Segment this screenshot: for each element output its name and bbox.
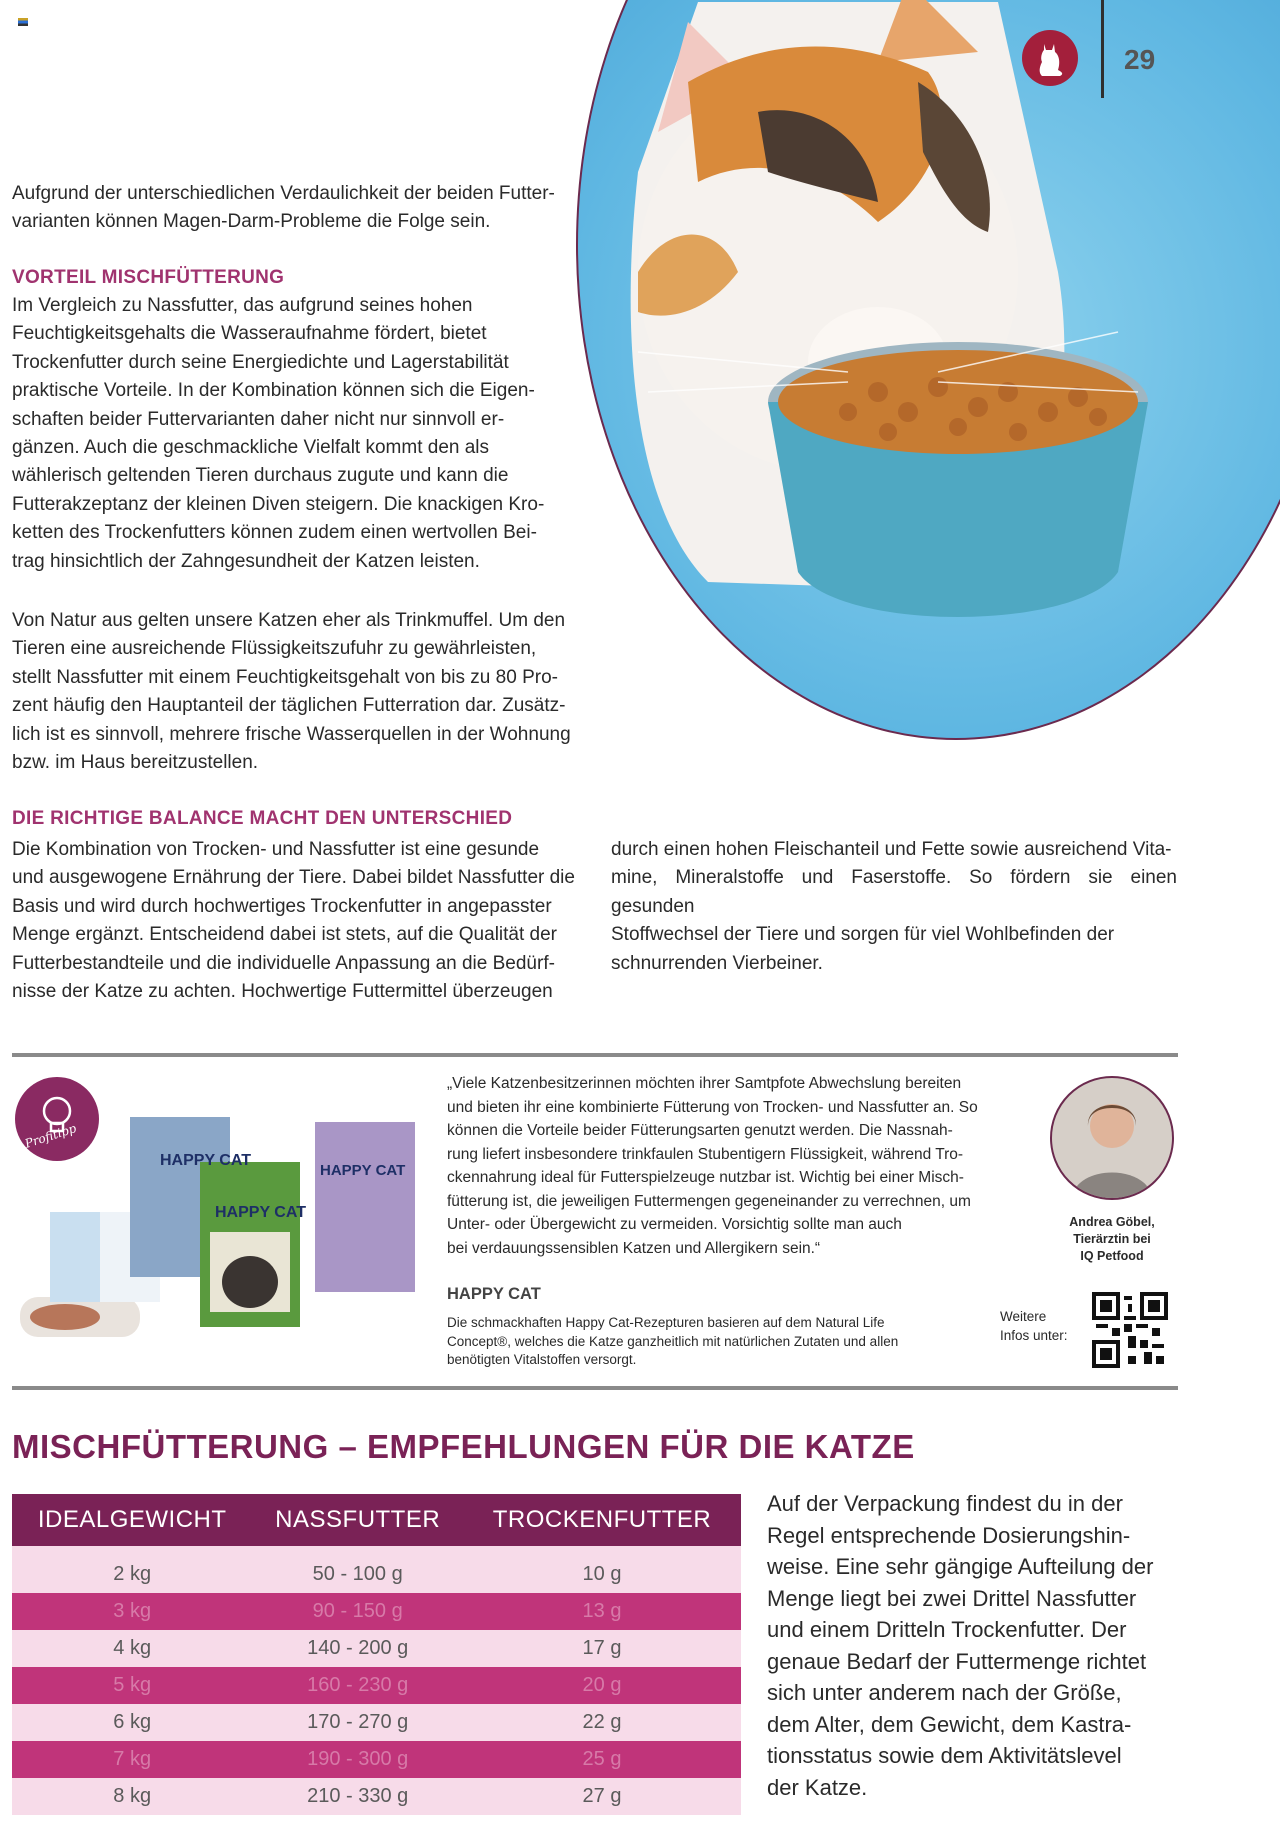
- text-line: dem Alter, dem Gewicht, dem Kastra-: [767, 1711, 1132, 1737]
- table-row: [12, 1704, 741, 1741]
- table-cell: 17 g: [463, 1630, 741, 1667]
- table-cell: 140 - 200 g: [252, 1630, 463, 1667]
- table-row: [12, 1630, 741, 1667]
- section3-left-column: [12, 836, 578, 1006]
- brand-name: HAPPY CAT: [447, 1285, 541, 1303]
- table-cell: 4 kg: [12, 1630, 252, 1667]
- text-line: benötigten Vitalstoffen versorgt.: [447, 1352, 637, 1367]
- corner-mark: [18, 18, 28, 26]
- table-cell: 5 kg: [12, 1667, 252, 1704]
- section3-right-column: [611, 836, 1177, 978]
- expert-caption: [1030, 1214, 1194, 1265]
- quote-line: ckennahrung ideal für Futterspielzeuge nutzbar ist. Wichtig bei einer Misch-: [447, 1169, 964, 1186]
- text-line: tionsstatus sowie dem Aktivitätslevel: [767, 1743, 1122, 1768]
- table-row: [12, 1556, 741, 1593]
- table-row: [12, 1667, 741, 1704]
- column-header-dry-food: TROCKENFUTTER: [463, 1494, 741, 1546]
- quote-line: bei verdauungssensiblen Katzen und Allergikern sein.“: [447, 1239, 821, 1257]
- table-cell: 50 - 100 g: [252, 1556, 463, 1593]
- table-cell: 190 - 300 g: [252, 1741, 463, 1778]
- quote-line: Unter- oder Übergewicht zu vermeiden. Vorsichtig sollte man auch: [447, 1216, 902, 1233]
- text-line: zent häufig den Hauptanteil der täglichen Futterration dar. Zusätz-: [12, 695, 566, 717]
- page-rule: [1101, 0, 1104, 98]
- table-cell: 13 g: [463, 1593, 741, 1630]
- table-cell: 3 kg: [12, 1593, 252, 1630]
- table-cell: 2 kg: [12, 1556, 252, 1593]
- profitipp-label: Profitipp: [23, 1121, 78, 1151]
- feeding-table: [12, 1494, 741, 1815]
- qr-code[interactable]: [1092, 1292, 1168, 1368]
- text-line: weise. Eine sehr gängige Aufteilung der: [767, 1554, 1154, 1579]
- section1-paragraph: [12, 292, 578, 576]
- text-line: Basis und wird durch hochwertiges Trockenfutter in angepasster: [12, 895, 552, 917]
- text-line: gänzen. Auch die geschmackliche Vielfalt kommt den als: [12, 437, 490, 459]
- text-line: Infos unter:: [1000, 1327, 1068, 1343]
- text-line: Tieren eine ausreichende Flüssigkeitszufuhr zu gewährleisten,: [12, 638, 537, 660]
- section-heading-balance: DIE RICHTIGE BALANCE MACHT DEN UNTERSCHIED: [12, 808, 513, 829]
- text-line: nisse der Katze zu achten. Hochwertige Futtermittel überzeugen: [12, 981, 553, 1003]
- text-line: Weitere: [1000, 1309, 1047, 1324]
- text-line: durch einen hohen Fleischanteil und Fette sowie ausreichend Vita-: [611, 839, 1172, 860]
- section-heading-mischfuetterung: VORTEIL MISCHFÜTTERUNG: [12, 267, 285, 288]
- text-line: Von Natur aus gelten unsere Katzen eher als Trinkmuffel. Um den: [12, 610, 566, 631]
- cat-eating-illustration: [578, 0, 1280, 740]
- quote-line: „Viele Katzenbesitzerinnen möchten ihrer Samtpfote Abwechslung bereiten: [447, 1075, 962, 1092]
- table-cell: 210 - 330 g: [252, 1778, 463, 1815]
- text-line: genaue Bedarf der Futtermenge richtet: [767, 1648, 1147, 1674]
- column-header-weight: IDEALGEWICHT: [12, 1494, 252, 1546]
- text-line: trag hinsichtlich der Zahngesundheit der Katzen leisten.: [12, 550, 480, 572]
- text-line: Stoffwechsel der Tiere und sorgen für viel Wohlbefinden der: [611, 924, 1115, 946]
- cat-photo-frame: [560, 0, 1280, 740]
- text-line: Menge ergänzt. Entscheidend dabei ist stets, auf die Qualität der: [12, 924, 557, 946]
- table-cell: 8 kg: [12, 1778, 252, 1815]
- table-row: [12, 1778, 741, 1815]
- table-cell: 20 g: [463, 1667, 741, 1704]
- table-cell: 6 kg: [12, 1704, 252, 1741]
- text-line: bzw. im Haus bereitzustellen.: [12, 752, 259, 774]
- person-portrait: [1052, 1078, 1172, 1198]
- cat-silhouette-icon: [1022, 30, 1078, 86]
- product-image: [20, 1112, 420, 1342]
- tip-box-top-divider: [12, 1053, 1178, 1057]
- page-number: 29: [1124, 44, 1156, 75]
- table-row: [12, 1593, 741, 1630]
- feeding-side-paragraph: [767, 1488, 1179, 1803]
- intro-paragraph: [12, 180, 572, 237]
- table-cell: 7 kg: [12, 1741, 252, 1778]
- text-line: ketten des Trockenfutters können zudem einen wertvollen Bei-: [12, 522, 537, 544]
- text-line: Die Kombination von Trocken- und Nassfutter ist eine gesunde: [12, 839, 540, 860]
- text-line: Im Vergleich zu Nassfutter, das aufgrund seines hohen: [12, 295, 473, 316]
- column-header-wet-food: NASSFUTTER: [252, 1494, 463, 1546]
- table-cell: 25 g: [463, 1741, 741, 1778]
- text-line: wählerisch geltenden Tieren durchaus zugute und kann die: [12, 465, 509, 487]
- text-line: Concept®, welches die Katze ganzheitlich mit natürlichen Zutaten und allen: [447, 1333, 899, 1349]
- qr-code-icon: [1092, 1292, 1168, 1368]
- text-line: Auf der Verpackung findest du in der: [767, 1491, 1123, 1516]
- happy-cat-products-illustration: [20, 1112, 420, 1342]
- table-cell: 27 g: [463, 1778, 741, 1815]
- table-cell: 160 - 230 g: [252, 1667, 463, 1704]
- text-line: Menge liegt bei zwei Drittel Nassfutter: [767, 1585, 1137, 1611]
- text-line: Trockenfutter durch seine Energiedichte und Lagerstabilität: [12, 351, 509, 373]
- text-line: Die schmackhaften Happy Cat-Rezepturen basieren auf dem Natural Life: [447, 1315, 885, 1330]
- table-cell: 90 - 150 g: [252, 1593, 463, 1630]
- text-line: Regel entsprechende Dosierungshin-: [767, 1522, 1131, 1548]
- table-cell: 170 - 270 g: [252, 1704, 463, 1741]
- cat-silhouette-badge: [1022, 30, 1078, 86]
- expert-quote: [447, 1072, 998, 1260]
- table-header-row: [12, 1494, 741, 1546]
- section2-paragraph: [12, 607, 578, 777]
- text-line: schnurrenden Vierbeiner.: [611, 952, 823, 974]
- text-line: Futterbestandteile und die individuelle Anpassung an die Bedürf-: [12, 952, 555, 974]
- pack-label: HAPPY CAT: [215, 1204, 306, 1221]
- expert-name: Andrea Göbel,: [1069, 1215, 1155, 1229]
- text-line: Futterakzeptanz der kleinen Diven steigern. Die knackigen Kro-: [12, 493, 545, 515]
- expert-company: IQ Petfood: [1080, 1249, 1144, 1263]
- pack-label: HAPPY CAT: [320, 1162, 406, 1179]
- quote-line: fütterung ist, die jeweiligen Futtermengen gegeneinander zu verrechnen, um: [447, 1192, 971, 1210]
- text-line: Feuchtigkeitsgehalts die Wasseraufnahme fördert, bietet: [12, 323, 487, 345]
- text-line: praktische Vorteile. In der Kombination können sich die Eigen-: [12, 380, 535, 402]
- tip-box-bottom-divider: [12, 1386, 1178, 1390]
- table-row: [12, 1741, 741, 1778]
- table-spacer: [12, 1546, 741, 1556]
- text-line: stellt Nassfutter mit einem Feuchtigkeitsgehalt von bis zu 80 Pro-: [12, 666, 558, 688]
- text-line: varianten können Magen-Darm-Probleme die Folge sein.: [12, 211, 491, 233]
- text-line: und einem Dritteln Trockenfutter. Der: [767, 1617, 1127, 1642]
- more-info-label: [1000, 1308, 1068, 1345]
- quote-line: rung liefert insbesondere trinkfaulen Stubentigern Flüssigkeit, während Tro-: [447, 1145, 964, 1163]
- text-line: lich ist es sinnvoll, mehrere frische Wasserquellen in der Wohnung: [12, 723, 571, 745]
- brand-description: [447, 1314, 967, 1370]
- table-cell: 22 g: [463, 1704, 741, 1741]
- text-line: der Katze.: [767, 1774, 868, 1800]
- expert-avatar: [1050, 1076, 1174, 1200]
- text-line: sich unter anderem nach der Größe,: [767, 1680, 1122, 1705]
- pack-label: HAPPY CAT: [160, 1152, 251, 1169]
- feeding-title: MISCHFÜTTERUNG – EMPFEHLUNGEN FÜR DIE KATZE: [12, 1428, 915, 1465]
- expert-role: Tierärztin bei: [1073, 1232, 1151, 1246]
- text-line: Aufgrund der unterschiedlichen Verdaulichkeit der beiden Futter-: [12, 183, 555, 204]
- cat-photo: [576, 0, 1280, 740]
- table-cell: 10 g: [463, 1556, 741, 1593]
- quote-line: und bieten ihr eine kombinierte Fütterung von Trocken- und Nassfutter an. So: [447, 1098, 978, 1116]
- text-line: und ausgewogene Ernährung der Tiere. Dabei bildet Nassfutter die: [12, 867, 575, 889]
- text-line: mine, Mineralstoffe und Faserstoffe. So fördern sie einen gesunden: [611, 867, 1177, 917]
- text-line: schaften beider Futtervarianten daher nicht nur sinnvoll er-: [12, 408, 505, 430]
- quote-line: können die Vorteile beider Fütterungsarten genutzt werden. Die Nassnah-: [447, 1122, 953, 1139]
